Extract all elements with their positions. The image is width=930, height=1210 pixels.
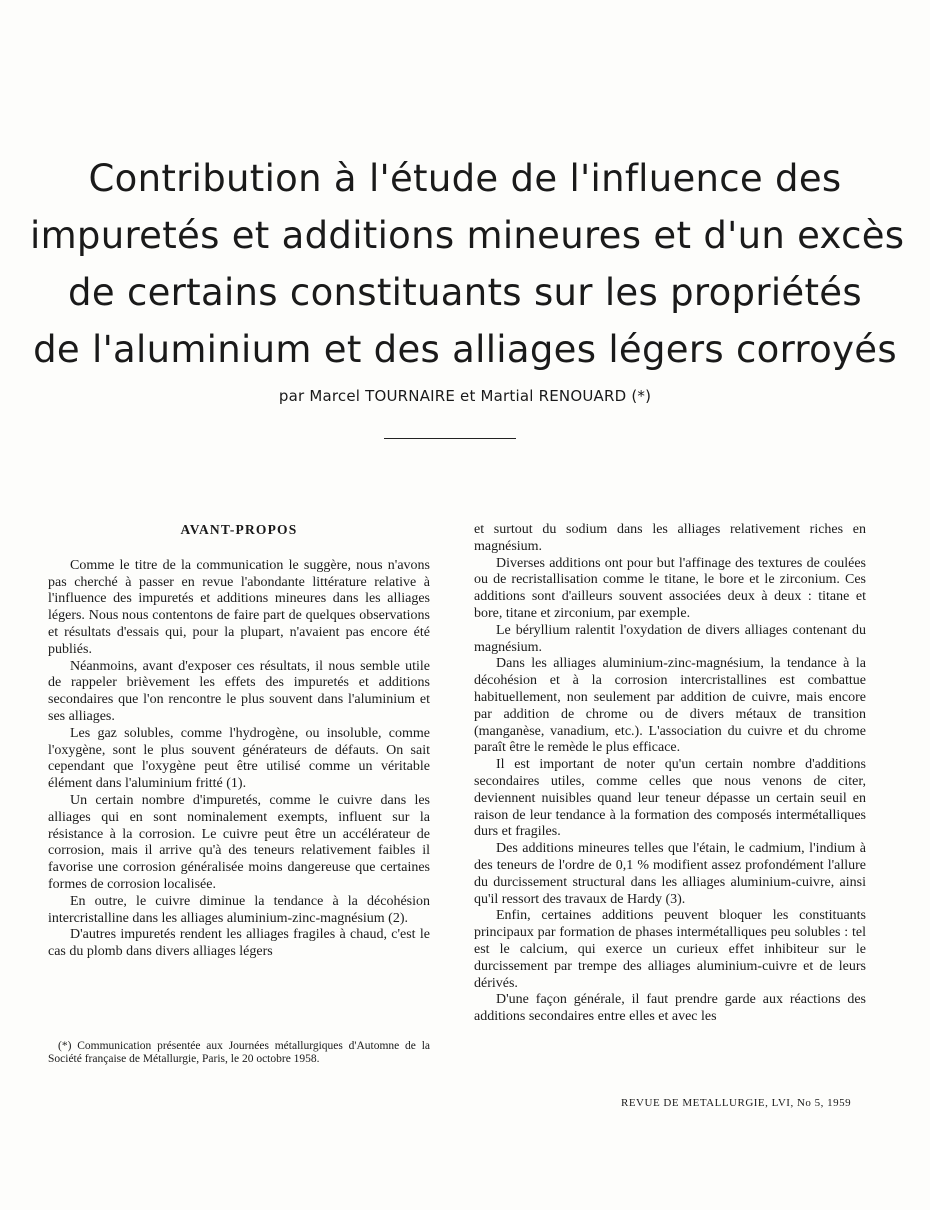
paragraph: Le béryllium ralentit l'oxydation de divers alliages contenant du magnésium.	[474, 622, 866, 655]
paragraph: Enfin, certaines additions peuvent bloquer les constituants principaux par formation de phases intermétalliques peu solubles : tel est le calcium, qui exerce un curieux effet inhibiteur sur le durcissement par trempe des alliages aluminium-cuivre et de leurs dérivés.	[474, 908, 866, 991]
footnote: (*) Communication présentée aux Journées métallurgiques d'Automne de la Société française de Métallurgie, Paris, le 20 octobre 1958.	[48, 1040, 430, 1065]
right-column	[474, 522, 866, 1026]
title-line: impuretés et additions mineures et d'un excès	[30, 214, 905, 257]
paragraph-continuation: et surtout du sodium dans les alliages relativement riches en magnésium.	[474, 522, 866, 554]
paragraph: Dans les alliages aluminium-zinc-magnésium, la tendance à la décohésion et à la corrosion intercristallines est combattue habituellement, non seulement par addition de cuivre, mais encore par addition de chrome ou de divers métaux de transition (manganèse, vanadium, etc.). L'association du cuivre et du chrome paraît être le remède le plus efficace.	[474, 656, 866, 756]
paragraph: En outre, le cuivre diminue la tendance à la décohésion intercristalline dans les alliages aluminium-zinc-magnésium (2).	[48, 893, 430, 926]
title-line: de certains constituants sur les propriétés	[68, 271, 862, 314]
title-line: de l'aluminium et des alliages légers corroyés	[33, 328, 897, 371]
paragraph: Des additions mineures telles que l'étain, le cadmium, l'indium à des teneurs de l'ordre de 0,1 % modifient assez profondément l'allure du durcissement structural dans les alliages aluminium-cuivre, ainsi qu'il ressort des travaux de Hardy (3).	[474, 841, 866, 907]
paragraph: Diverses additions ont pour but l'affinage des textures de coulées ou de recristallisation comme le titane, le bore et le zirconium. Ces additions sont d'ailleurs souvent associées deux à deux : titane et bore, titane et zirconium, par exemple.	[474, 555, 866, 621]
title-divider	[384, 438, 516, 439]
author-byline: par Marcel TOURNAIRE et Martial RENOUARD (*)	[278, 387, 652, 405]
paragraph: Il est important de noter qu'un certain nombre d'additions secondaires utiles, comme celles que nous venons de citer, deviennent nuisibles quand leur teneur dépasse un certain seuil en raison de leur tendance à la formation des composés intermétalliques durs et fragiles.	[474, 757, 866, 840]
section-heading: AVANT-PROPOS	[180, 522, 298, 537]
paragraph: Néanmoins, avant d'exposer ces résultats, il nous semble utile de rappeler brièvement les effets des impuretés et additions secondaires que l'on rencontre le plus souvent dans l'aluminium et ses alliages.	[48, 658, 430, 724]
article-title	[30, 150, 905, 378]
paragraph: Comme le titre de la communication le suggère, nous n'avons pas cherché à passer en revue l'abondante littérature relative à l'influence des impuretés et additions mineures dans les alliages légers. Nous nous contentons de faire part de quelques observations et résultats d'essais qui, pour la plupart, n'avaient pas encore été publiés.	[48, 557, 430, 657]
paragraph: D'autres impuretés rendent les alliages fragiles à chaud, c'est le cas du plomb dans divers alliages légers	[48, 927, 430, 960]
left-column	[48, 522, 430, 961]
title-line: Contribution à l'étude de l'influence des	[88, 157, 842, 200]
paragraph: Un certain nombre d'impuretés, comme le cuivre dans les alliages qui en sont nominalement exempts, influent sur la résistance à la corrosion. Le cuivre peut être un accélérateur de corrosion, mais il arrive qu'à des teneurs relativement faibles il favorise une corrosion généralisée moins dangereuse que certaines formes de corrosion localisée.	[48, 792, 430, 892]
journal-footer: REVUE DE METALLURGIE, LVI, No 5, 1959	[621, 1097, 852, 1109]
paragraph: D'une façon générale, il faut prendre garde aux réactions des additions secondaires entre elles et avec les	[474, 992, 866, 1025]
paragraph: Les gaz solubles, comme l'hydrogène, ou insoluble, comme l'oxygène, sont le plus souvent générateurs de défauts. On sait cependant que l'oxygène peut être utilisé comme un véritable élément dans l'aluminium fritté (1).	[48, 725, 430, 792]
